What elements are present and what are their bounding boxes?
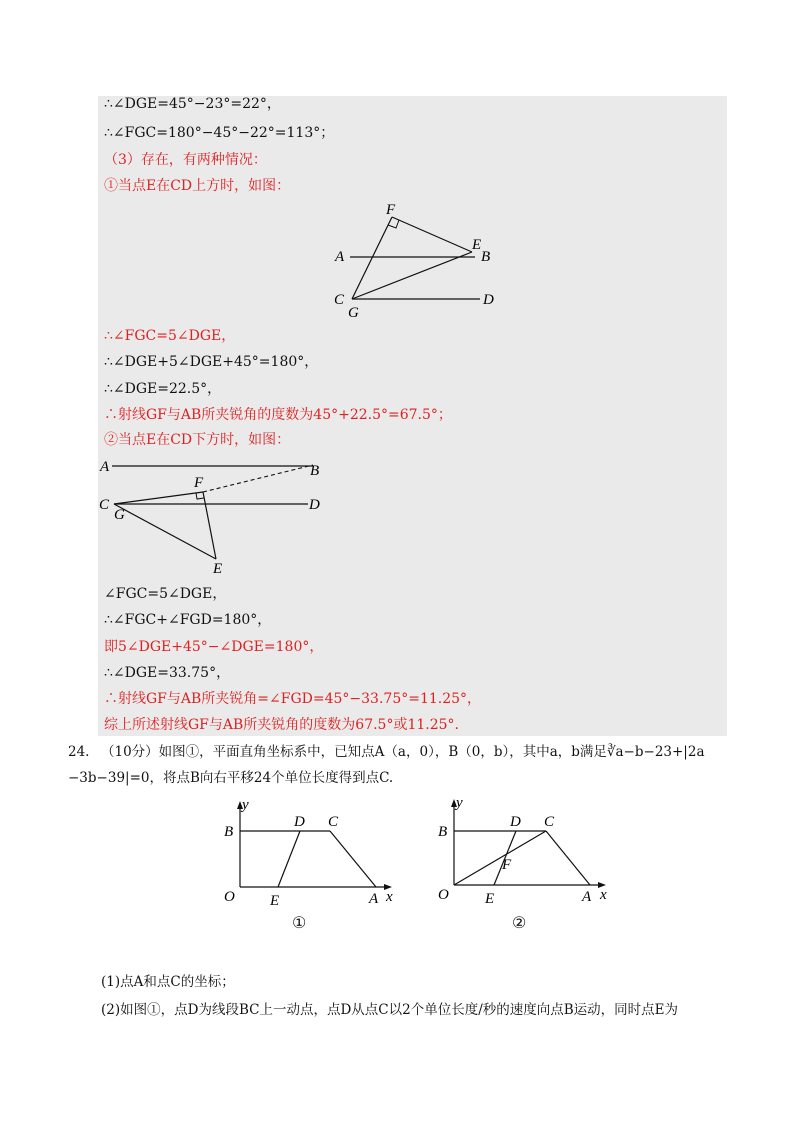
label-B: B [224, 824, 234, 840]
label-B: B [310, 463, 320, 479]
label-E: E [485, 891, 495, 907]
label-A: A [582, 889, 592, 905]
label-G: G [348, 305, 359, 320]
solution-line-9: ②当点E在CD下方时，如图： [104, 432, 291, 448]
label-O: O [224, 889, 235, 905]
label-C: C [544, 814, 555, 830]
figure-caption-1: ① [292, 913, 307, 932]
solution-line-3: （3）存在，有两种情况： [104, 152, 267, 168]
label-E: E [213, 561, 223, 577]
question-part-1: (1)点A和点C的坐标； [101, 974, 235, 990]
label-E: E [472, 237, 482, 253]
solution-line-13: ∴∠DGE=33.75°， [104, 665, 231, 681]
solution-line-11: ∴∠FGC+∠FGD=180°， [104, 612, 272, 628]
solution-line-4: ①当点E在CD上方时，如图： [104, 178, 291, 194]
solution-line-2: ∴∠FGC=180°−45°−22°=113°； [104, 125, 335, 141]
label-y: y [242, 797, 249, 813]
label-A: A [100, 459, 110, 475]
label-G: G [114, 507, 125, 523]
geometry-figure-1 [330, 198, 510, 320]
label-A: A [335, 249, 345, 265]
label-B: B [481, 249, 491, 265]
question-part-2: (2)如图①，点D为线段BC上一动点，点D从点C以2个单位长度/秒的速度向点B运动，同时点E为 [101, 1002, 679, 1018]
label-D: D [483, 292, 494, 308]
solution-line-14: ∴射线GF与AB所夹锐角=∠FGD=45°−33.75°=11.25°， [104, 691, 482, 707]
coordinate-figure-2 [432, 795, 617, 910]
label-A: A [369, 891, 379, 907]
solution-line-1: ∴∠DGE=45°−23°=22°， [104, 96, 281, 112]
solution-line-5: ∴∠FGC=5∠DGE， [104, 328, 236, 344]
label-y: y [456, 795, 463, 811]
coordinate-figure-1 [218, 795, 403, 910]
label-C: C [334, 292, 345, 308]
label-C: C [328, 814, 339, 830]
label-x: x [600, 887, 607, 903]
question-text-line-1: （10分）如图①，平面直角坐标系中，已知点A（a，0），B（0，b），其中a，b满足∛a−b−23+|2a [101, 744, 705, 760]
label-O: O [438, 887, 449, 903]
solution-line-7: ∴∠DGE=22.5°， [104, 381, 222, 397]
label-D: D [309, 497, 320, 513]
solution-line-10: ∠FGC=5∠DGE， [104, 586, 227, 602]
label-D: D [294, 814, 305, 830]
label-D: D [510, 814, 521, 830]
label-x: x [386, 889, 393, 905]
label-F: F [386, 202, 396, 218]
figure-caption-2: ② [512, 913, 527, 932]
question-text-line-2: −3b−39|=0，将点B向右平移24个单位长度得到点C. [68, 770, 394, 786]
geometry-figure-2 [98, 455, 338, 580]
label-F: F [194, 475, 204, 491]
solution-line-15: 综上所述射线GF与AB所夹锐角的度数为67.5°或11.25°. [104, 717, 459, 733]
label-F: F [502, 857, 512, 873]
solution-line-8: ∴射线GF与AB所夹锐角的度数为45°+22.5°=67.5°； [104, 407, 452, 423]
solution-line-6: ∴∠DGE+5∠DGE+45°=180°， [104, 354, 319, 370]
label-E: E [270, 893, 280, 909]
label-B: B [438, 824, 448, 840]
solution-line-12: 即5∠DGE+45°−∠DGE=180°， [104, 639, 324, 655]
question-number: 24. [68, 744, 90, 760]
label-C: C [99, 497, 110, 513]
